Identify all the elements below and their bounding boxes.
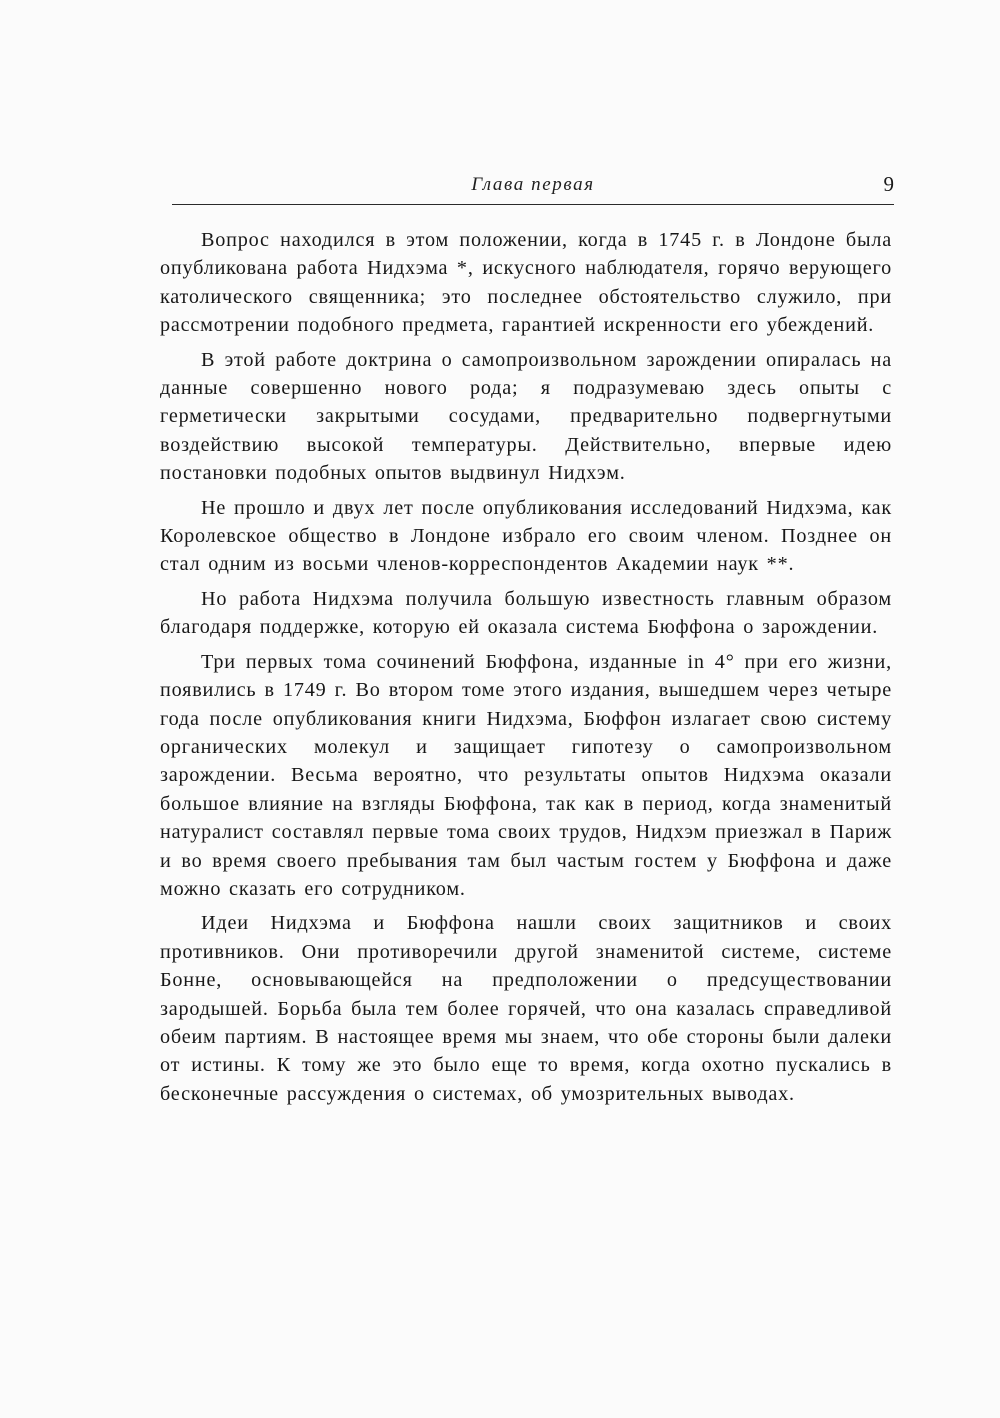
paragraph-1: Вопрос находился в этом положении, когда в 1745 г. в Лондоне была опубликована работа Нидхэма *, искусного наблюдателя, горячо верующего католического священника; это последнее обстоятельство служило, при рассмотрении подобного предмета, гарантией искренности его убеждений. [160, 229, 892, 337]
paragraph-2: В этой работе доктрина о самопроизвольном зарождении опиралась на данные совершенно нового рода; я подразумеваю здесь опыты с герметически закрытыми сосудами, предварительно подвергнутыми воздействию высокой температуры. Действительно, впервые идею постановки подобных опытов выдвинул Нидхэм. [160, 348, 892, 485]
paragraph-4: Но работа Нидхэма получила большую известность главным образом благодаря поддержке, которую ей оказала система Бюффона о зарождении. [160, 587, 892, 639]
paragraph-6: Идеи Нидхэма и Бюффона нашли своих защитников и своих противников. Они противоречили другой знаменитой системе, системе Бонне, основывающейся на предположении о предсуществовании зародышей. Борьба была тем более горячей, что она казалась справедливой обеим партиям. В настоящее время мы знаем, что обе стороны были далеки от истины. К тому же это было еще то время, когда охотно пускались в бесконечные рассуждения о системах, об умозрительных выводах. [160, 912, 892, 1105]
chapter-title: Глава первая [471, 174, 595, 195]
page-number: 9 [883, 172, 894, 196]
header-rule [172, 204, 894, 205]
paragraph-5: Три первых тома сочинений Бюффона, изданные in 4° при его жизни, появились в 1749 г. Во втором томе этого издания, вышедшем через четыре года после опубликования книги Нидхэма, Бюффон излагает свою систему органических молекул и защищает гипотезу о самопроизвольном зарождении. Весьма вероятно, что результаты опытов Нидхэма оказали большое влияние на взгляды Бюффона, так как в период, когда знаменитый натуралист составлял первые тома своих трудов, Нидхэм приезжал в Париж и во время своего пребывания там был частым гостем у Бюффона и даже можно сказать его сотрудником. [160, 650, 892, 900]
paragraph-3: Не прошло и двух лет после опубликования исследований Нидхэма, как Королевское общество в Лондоне избрало его своим членом. Позднее он стал одним из восьми членов-корреспондентов Академии наук **. [160, 496, 892, 576]
running-head [172, 174, 894, 204]
body-text [160, 226, 892, 1114]
